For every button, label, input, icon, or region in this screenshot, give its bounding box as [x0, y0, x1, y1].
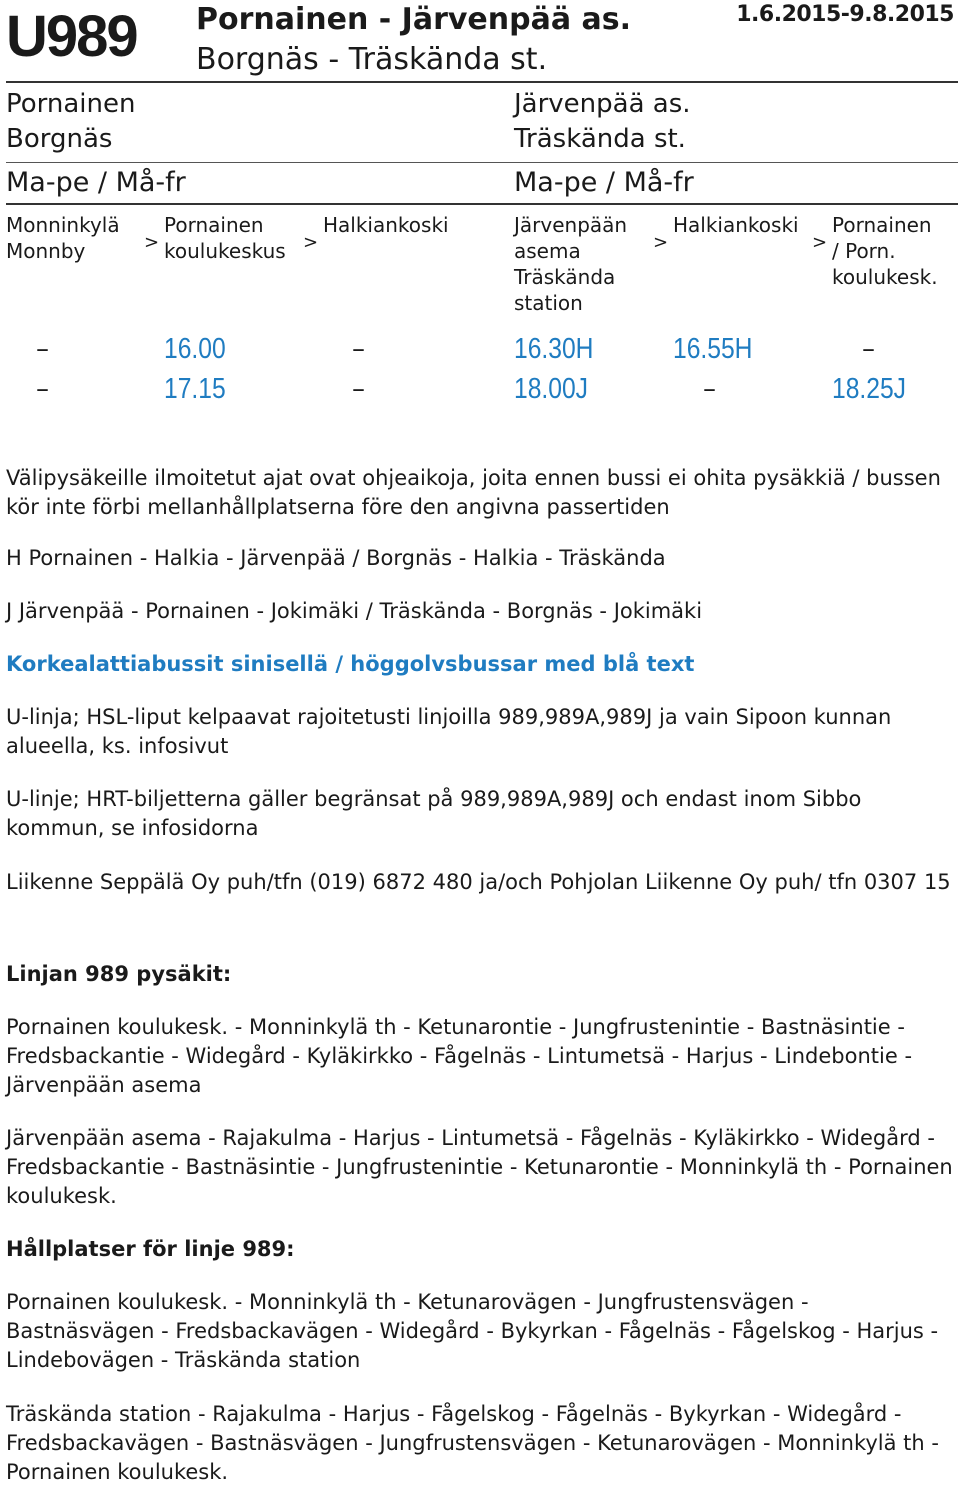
header-divider	[6, 81, 958, 83]
time-cell: –	[703, 374, 716, 404]
note-intermediate-stops: Välipysäkeille ilmoitetut ajat ovat ohjeaikoja, joita ennen bussi ei ohita pysäkkiä / bussen kör inte förbi mellanhållplatserna före den angivna passertiden	[6, 466, 941, 519]
note-u-fi: U-linja; HSL-liput kelpaavat rajoitetusti linjoilla 989,989A,989J ja vain Sipoon kunnan alueella, ks. infosivut	[6, 705, 892, 758]
stops-heading-fi: Linjan 989 pysäkit:	[6, 962, 232, 986]
stop-header-halkiankoski-right: Halkiankoski	[673, 213, 799, 237]
route-title-fi: Pornainen - Järvenpää as.	[196, 2, 632, 37]
validity-period: 1.6.2015-9.8.2015	[736, 2, 954, 27]
stop-header-halkiankoski: Halkiankoski	[323, 213, 449, 237]
arrow-icon: >	[653, 232, 669, 253]
note-h: H Pornainen - Halkia - Järvenpää / Borgnäs - Halkia - Träskända	[6, 546, 666, 570]
time-cell: 16.00	[164, 333, 226, 365]
days-divider-bottom	[6, 203, 958, 205]
time-cell: –	[352, 334, 365, 364]
right-days: Ma-pe / Må-fr	[514, 167, 694, 198]
stops-heading-sv: Hållplatser för linje 989:	[6, 1237, 295, 1261]
stops-outbound-sv: Pornainen koulukesk. - Monninkylä th - Ketunarovägen - Jungfrustensvägen - Bastnäsvägen - Fredsbackavägen - Widegård - Bykyrkan - Fågelnäs - Fågelskog - Harjus - Lindebovägen - Träskända station	[6, 1290, 939, 1372]
note-u-sv: U-linje; HRT-biljetterna gäller begränsat på 989,989A,989J och endast inom Sibbo kommun, se infosidorna	[6, 787, 862, 840]
stops-inbound-fi: Järvenpään asema - Rajakulma - Harjus - Lintumetsä - Fågelnäs - Kyläkirkko - Widegård - Fredsbackantie - Bastnäsintie - Jungfrustenintie - Ketunarontie - Monninkylä th - Pornainen koulukesk.	[6, 1126, 953, 1208]
right-to-sv: Träskända st.	[514, 124, 686, 154]
left-from-sv: Borgnäs	[6, 124, 113, 154]
time-cell: 16.55H	[673, 333, 753, 365]
arrow-icon: >	[303, 232, 319, 253]
route-number: U989	[6, 4, 137, 69]
time-cell: 16.30H	[514, 333, 594, 365]
note-operator: Liikenne Seppälä Oy puh/tfn (019) 6872 480 ja/och Pohjolan Liikenne Oy puh/ tfn 0307 15	[6, 870, 951, 894]
stop-header-monninkyla: Monninkylä Monnby	[6, 213, 120, 263]
left-days: Ma-pe / Må-fr	[6, 167, 186, 198]
stop-header-pornainen-koulukesk: Pornainen / Porn. koulukesk.	[832, 213, 938, 289]
days-divider-top	[6, 162, 958, 163]
right-to-fi: Järvenpää as.	[514, 89, 691, 119]
time-cell: 18.25J	[832, 373, 907, 405]
note-lowfloor: Korkealattiabussit sinisellä / höggolvsbussar med blå text	[6, 652, 695, 676]
time-cell: –	[862, 334, 875, 364]
arrow-icon: >	[144, 232, 160, 253]
stop-header-pornainen-koulukeskus: Pornainen koulukeskus	[164, 213, 286, 263]
note-j: J Järvenpää - Pornainen - Jokimäki / Träskända - Borgnäs - Jokimäki	[6, 599, 703, 623]
time-cell: 18.00J	[514, 373, 589, 405]
stop-header-jarvenpaan-asema: Järvenpään asema Träskända station	[514, 213, 628, 315]
time-cell: –	[36, 374, 49, 404]
stops-inbound-sv: Träskända station - Rajakulma - Harjus - Fågelskog - Fågelnäs - Bykyrkan - Widegård - Fredsbackavägen - Bastnäsvägen - Jungfrustensvägen - Ketunarovägen - Monninkylä th - Pornainen koulukesk.	[6, 1402, 939, 1484]
time-cell: –	[36, 334, 49, 364]
stops-outbound-fi: Pornainen koulukesk. - Monninkylä th - Ketunarontie - Jungfrustenintie - Bastnäsintie - Fredsbackantie - Widegård - Kyläkirkko - Fågelnäs - Lintumetsä - Harjus - Lindebontie - Järvenpään asema	[6, 1015, 913, 1097]
time-cell: 17.15	[164, 373, 226, 405]
route-title-sv: Borgnäs - Träskända st.	[196, 42, 548, 77]
time-cell: –	[352, 374, 365, 404]
arrow-icon: >	[812, 232, 828, 253]
left-from-fi: Pornainen	[6, 89, 136, 119]
